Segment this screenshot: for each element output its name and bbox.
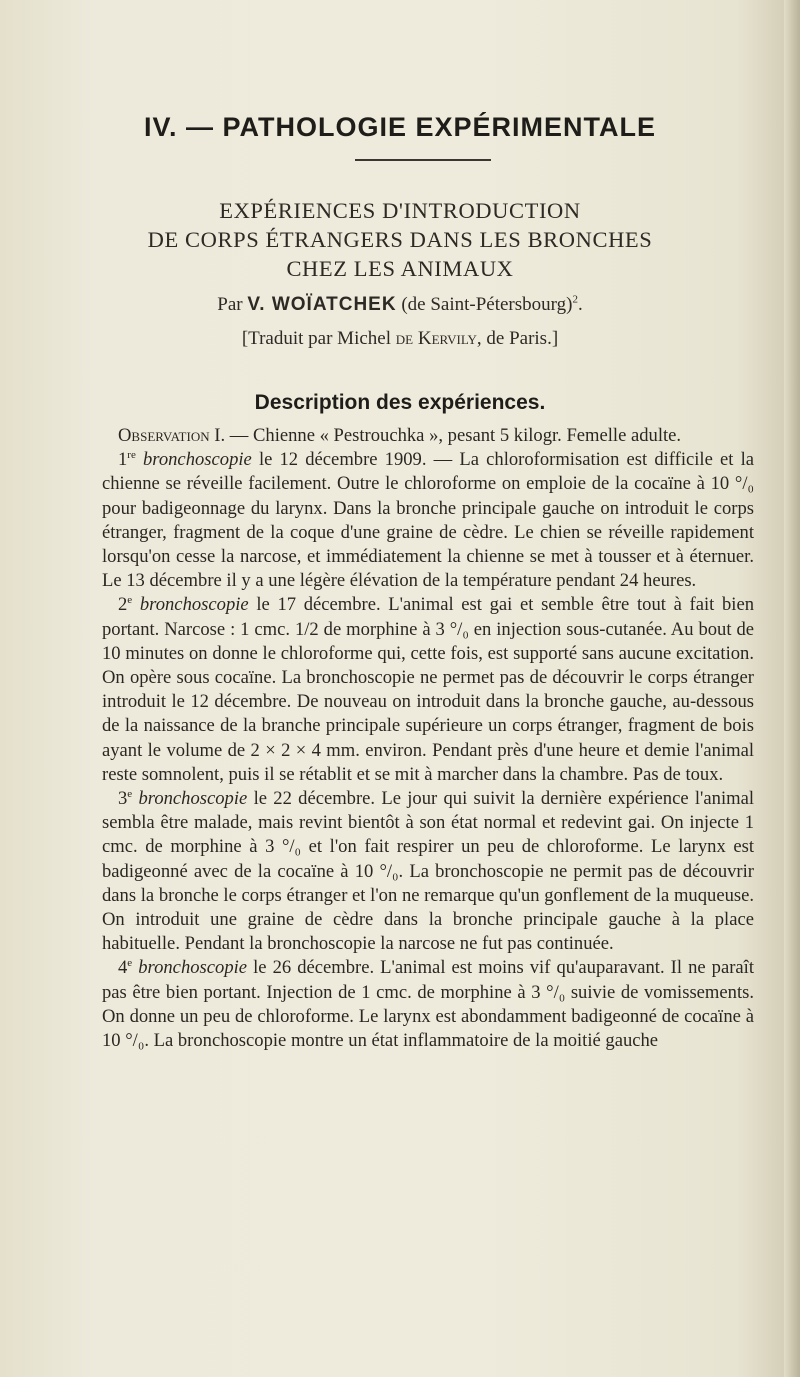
paragraph-4 (102, 956, 754, 1053)
paragraph-title: bronchoscopie (138, 788, 248, 810)
paragraph-2 (102, 593, 754, 787)
observation-label: Observation (118, 425, 210, 446)
section-heading: Description des expériences. (254, 391, 546, 414)
paragraph-text: le 22 décembre. Le jour qui suivit la dernière expérience l'animal sembla être malade, mais revint bientôt à son état normal et redevint gai. On injecte 1 cmc. de morphine à 3 °/₀ et l'on fait respirer un peu de chloroforme. Le larynx est badigeonné avec de la cocaïne à 10 °/₀. La bronchoscopie ne permit pas de découvrir dans la bronche le corps étranger et l'on ne remarque qu'un gonflement de la muqueuse. On introduit une graine de cèdre dans la bronche principale gauche à la place habituelle. Pendant la bronchoscopie la narcose ne fut pas continuée. (102, 788, 754, 955)
article-title-line-2: DE CORPS ÉTRANGERS DANS LES BRONCHES (147, 227, 653, 252)
author-affiliation: (de Saint-Pétersbourg) (401, 294, 573, 315)
paragraph-ordinal: re (127, 449, 136, 462)
paragraph-text: le 26 décembre. L'animal est moins vif qu'auparavant. Il ne paraît pas être bien portant. Injection de 1 cmc. de morphine à 3 °/₀ suivie de vomissements. On donne un peu de chloroforme. Le larynx est abondamment badigeonné de cocaïne à 10 °/₀. La bronchoscopie montre un état inflammatoire de la moitié gauche (102, 957, 754, 1052)
observation-paragraph (102, 424, 754, 448)
author-prefix: Par (217, 294, 243, 315)
article-title-line-3: CHEZ LES ANIMAUX (286, 256, 514, 281)
title-rule (355, 159, 491, 161)
translator-suffix: , de Paris.] (476, 328, 559, 349)
article-title-line-1: EXPÉRIENCES D'INTRODUCTION (219, 198, 581, 223)
paragraph-number: 2 (118, 594, 128, 616)
observation-text: I. — Chienne « Pestrouchka », pesant 5 kilogr. Femelle adulte. (214, 425, 682, 446)
paragraph-1 (102, 448, 754, 593)
article-title (0, 196, 800, 283)
section-title: IV. — PATHOLOGIE EXPÉRIMENTALE (143, 112, 657, 142)
paragraph-3 (102, 787, 754, 956)
translator-particle: de (395, 328, 414, 349)
translator-line (0, 328, 800, 350)
author-footnote-marker: 2 (572, 293, 578, 306)
paragraph-title: bronchoscopie (139, 594, 249, 616)
translator-prefix: [Traduit par Michel (241, 328, 391, 349)
paragraph-title: bronchoscopie (138, 957, 248, 979)
paragraph-ordinal: e (127, 787, 133, 800)
paragraph-number: 1 (118, 449, 128, 471)
translator-name: Kervily (417, 328, 477, 349)
author-name: V. WOÏATCHEK (247, 294, 397, 315)
paragraph-ordinal: e (127, 594, 133, 607)
paragraph-title: bronchoscopie (143, 449, 252, 471)
paragraph-text: le 12 décembre 1909. — La chloroformisation est difficile et la chienne se réveille facilement. Outre le chloroforme on emploie de la cocaïne à 10 °/₀ pour badigeonnage du larynx. Dans la bronche principale gauche on introduit le corps étranger, fragment de la coque d'une graine de cèdre. Le chien se réveille rapidement lorsqu'on cesse la narcose, et immédiatement la chienne se met à tousser et à éternuer. Le 13 décembre il y a une légère élévation de la température pendant 24 heures. (102, 449, 754, 592)
paragraph-text: le 17 décembre. L'animal est gai et semble être tout à fait bien portant. Narcose : 1 cmc. 1/2 de morphine à 3 °/₀ en injection sous-cutanée. Au bout de 10 minutes on donne le chloroforme qui, cette fois, est supporté sans aucune excitation. On opère sous cocaïne. La bronchoscopie ne permet pas de découvrir le corps étranger introduit le 12 décembre. De nouveau on introduit dans la bronche gauche, au-dessous de la naissance de la branche principale supérieure un corps étranger, fragment de bois ayant le volume de 2 × 2 × 4 mm. environ. Pendant près d'une heure et demie l'animal reste somnolent, puis il se rétablit et se mit à marcher dans la chambre. Pas de toux. (102, 594, 754, 785)
paragraph-number: 4 (118, 957, 128, 979)
paragraph-ordinal: e (127, 957, 133, 970)
paragraph-number: 3 (118, 788, 128, 810)
body-text (102, 424, 754, 1053)
author-line: Par V. WOÏATCHEK (de Saint-Pétersbourg)$^2$. (217, 293, 583, 315)
